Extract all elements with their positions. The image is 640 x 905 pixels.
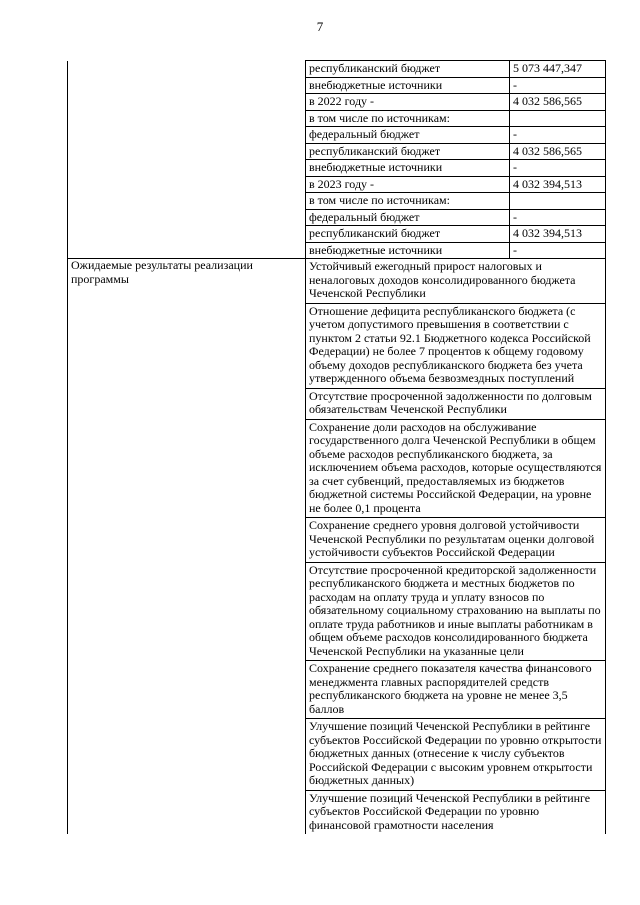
results-section — [68, 259, 606, 835]
financing-row-label: внебюджетные источники — [306, 242, 510, 259]
result-item: Отсутствие просроченной кредиторской задолженности республиканского бюджета и местных бюджетов по расходам на оплату труда и уплату взносов по обязательному социальному страхованию на выплаты по оплате труда работников и иные выплаты работникам в общем объеме расходов консолидированного бюджета Чеченской Республики на указанные цели — [306, 562, 606, 661]
result-item: Отсутствие просроченной задолженности по долговым обязательствам Чеченской Республики — [306, 388, 606, 419]
financing-row-value: 4 032 586,565 — [510, 94, 606, 111]
passport-table — [67, 60, 606, 834]
financing-row-value: 4 032 394,513 — [510, 226, 606, 243]
financing-row-value: 4 032 394,513 — [510, 176, 606, 193]
financing-row-label: республиканский бюджет — [306, 226, 510, 243]
financing-row-label: внебюджетные источники — [306, 77, 510, 94]
financing-row-label: в том числе по источникам: — [306, 110, 510, 127]
page-number: 7 — [316, 19, 324, 34]
financing-row-value: - — [510, 127, 606, 144]
result-item: Отношение дефицита республиканского бюджета (с учетом допустимого превышения в соответствии с пунктом 2 статьи 92.1 Бюджетного кодекса Российской Федерации) не более 7 процентов к общему годовому объему доходов республиканского бюджета без учета утвержденного объема безвозмездных поступлений — [306, 303, 606, 388]
financing-section — [68, 61, 606, 259]
financing-row — [68, 61, 606, 78]
financing-row-value — [510, 110, 606, 127]
financing-row-label: республиканский бюджет — [306, 143, 510, 160]
result-item: Сохранение среднего показателя качества финансового менеджмента главных распорядителей средств республиканского бюджета на уровне не менее 3,5 баллов — [306, 661, 606, 719]
financing-row-value: 4 032 586,565 — [510, 143, 606, 160]
financing-row-label: в том числе по источникам: — [306, 193, 510, 210]
financing-row-value: - — [510, 242, 606, 259]
result-item: Устойчивый ежегодный прирост налоговых и неналоговых доходов консолидированного бюджета Чеченской Республики — [306, 259, 606, 304]
financing-row-label: в 2022 году - — [306, 94, 510, 111]
financing-row-label: федеральный бюджет — [306, 127, 510, 144]
result-item: Сохранение доли расходов на обслуживание государственного долга Чеченской Республики в общем объеме расходов республиканского бюджета, за исключением объема расходов, которые осуществляются за счет субвенций, предоставляемых из бюджетов бюджетной системы Российской Федерации, на уровне не более 0,1 процента — [306, 419, 606, 518]
financing-row-value: - — [510, 77, 606, 94]
financing-label-cell — [68, 61, 306, 259]
result-row — [68, 259, 606, 304]
financing-row-value — [510, 193, 606, 210]
financing-row-label: федеральный бюджет — [306, 209, 510, 226]
financing-row-value: 5 073 447,347 — [510, 61, 606, 78]
result-item: Улучшение позиций Чеченской Республики в рейтинге субъектов Российской Федерации по уровню финансовой грамотности населения — [306, 790, 606, 834]
result-item: Сохранение среднего уровня долговой устойчивости Чеченской Республики по результатам оценки долговой устойчивости субъектов Российской Федерации — [306, 518, 606, 563]
financing-row-label: внебюджетные источники — [306, 160, 510, 177]
financing-row-label: в 2023 году - — [306, 176, 510, 193]
financing-row-value: - — [510, 209, 606, 226]
financing-row-value: - — [510, 160, 606, 177]
results-label: Ожидаемые результаты реализации программы — [68, 259, 306, 835]
financing-row-label: республиканский бюджет — [306, 61, 510, 78]
result-item: Улучшение позиций Чеченской Республики в рейтинге субъектов Российской Федерации по уровню открытости бюджетных данных (отнесение к числу субъектов Российской Федерации с высоким уровнем открытости бюджетных данных) — [306, 719, 606, 791]
